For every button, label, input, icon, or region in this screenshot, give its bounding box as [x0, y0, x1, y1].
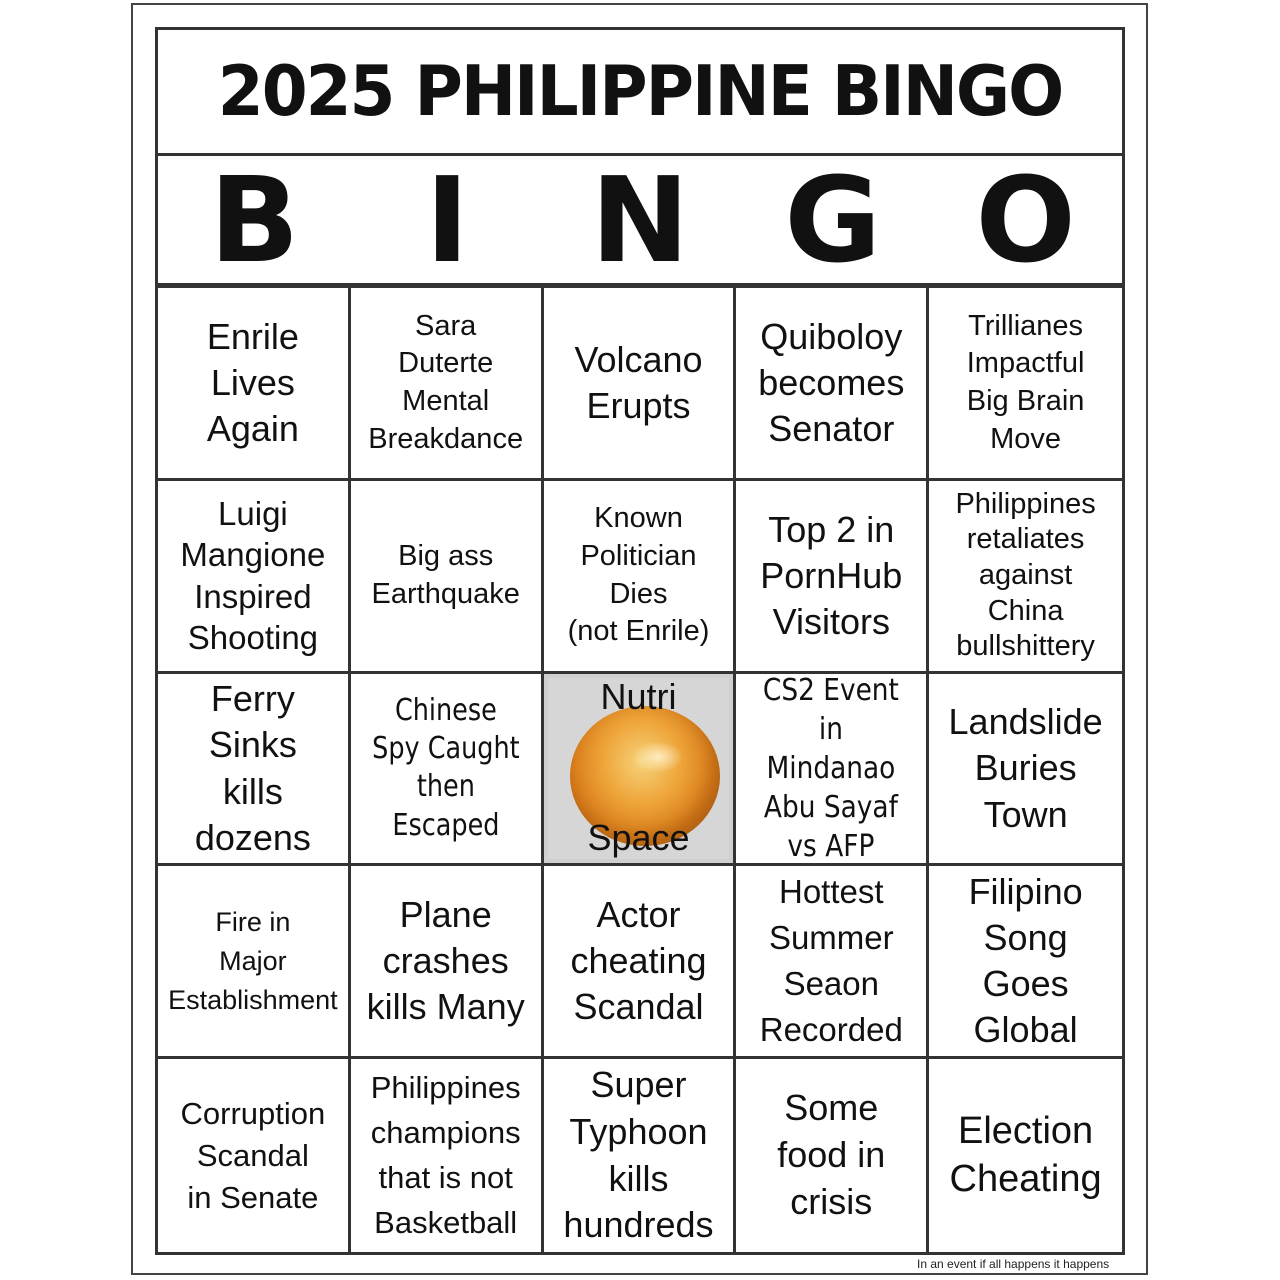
- cell-text: Chinese Spy Caught then Escaped: [371, 693, 520, 843]
- bingo-cell[interactable]: [929, 481, 1122, 674]
- cell-text: Enrile Lives Again: [206, 315, 299, 449]
- letter-i: I: [425, 150, 470, 289]
- bingo-cell[interactable]: [929, 288, 1122, 481]
- page-title: 2025 PHILIPPINE BINGO: [217, 51, 1063, 132]
- bingo-cell[interactable]: [351, 481, 544, 674]
- bingo-cell[interactable]: [736, 481, 929, 674]
- bingo-grid: [155, 285, 1125, 1255]
- cell-text: Hottest Summer Seaon Recorded: [759, 872, 903, 1049]
- cell-text: Landslide Buries Town: [948, 701, 1103, 835]
- bingo-cell[interactable]: [736, 1059, 929, 1252]
- letter-n: N: [590, 150, 690, 289]
- bingo-cell[interactable]: [158, 674, 351, 867]
- bingo-cell[interactable]: [351, 1059, 544, 1252]
- bingo-cell[interactable]: [158, 866, 351, 1059]
- cell-text: Some food in crisis: [777, 1087, 886, 1222]
- free-space-cell[interactable]: [544, 674, 737, 867]
- cell-text: Philippines champions that is not Basketball: [370, 1069, 521, 1240]
- title-box: [155, 27, 1125, 156]
- bingo-cell[interactable]: [929, 1059, 1122, 1252]
- cell-text: Sara Duterte Mental Breakdance: [368, 309, 524, 455]
- cell-text: Super Typhoon kills hundreds: [563, 1064, 714, 1246]
- letter-b: B: [209, 150, 300, 289]
- bingo-letters-row: [155, 150, 1125, 289]
- cell-text: Actor cheating Scandal: [570, 894, 707, 1028]
- free-space-bottom-label: Space: [587, 817, 690, 859]
- free-space-top-label: Nutri: [600, 675, 677, 717]
- bingo-cell[interactable]: [736, 288, 929, 481]
- bingo-cell[interactable]: [351, 674, 544, 867]
- cell-text: Luigi Mangione Inspired Shooting: [180, 495, 326, 656]
- cell-text: CS2 Event in Mindanao Abu Sayaf vs AFP: [763, 673, 900, 864]
- bingo-cell[interactable]: [158, 481, 351, 674]
- bingo-cell[interactable]: [158, 288, 351, 481]
- bingo-cell[interactable]: [544, 481, 737, 674]
- letter-o: O: [975, 150, 1076, 289]
- cell-text: Volcano Erupts: [574, 338, 703, 426]
- cell-text: Corruption Scandal in Senate: [180, 1095, 326, 1215]
- bingo-cell[interactable]: [544, 288, 737, 481]
- cell-text: Filipino Song Goes Global: [968, 871, 1083, 1051]
- bingo-cell[interactable]: [736, 674, 929, 867]
- bingo-cell[interactable]: [544, 866, 737, 1059]
- bingo-cell[interactable]: [158, 1059, 351, 1252]
- bingo-cell[interactable]: [351, 288, 544, 481]
- cell-text: Trillianes Impactful Big Brain Move: [966, 309, 1085, 455]
- cell-text: Known Politician Dies (not Enrile): [567, 502, 710, 648]
- bingo-cell[interactable]: [929, 866, 1122, 1059]
- cell-text: Top 2 in PornHub Visitors: [760, 508, 903, 642]
- bingo-cell[interactable]: [544, 1059, 737, 1252]
- cell-text: Quiboloy becomes Senator: [758, 315, 905, 449]
- cell-text: Big ass Earthquake: [371, 540, 520, 610]
- bingo-cell[interactable]: [351, 866, 544, 1059]
- cell-text: Plane crashes kills Many: [366, 894, 525, 1028]
- cell-text: Ferry Sinks kills dozens: [194, 678, 311, 858]
- bingo-cell[interactable]: [929, 674, 1122, 867]
- cell-text: Philippines retaliates against China bullshittery: [955, 487, 1096, 663]
- footnote: In an event if all happens it happens: [917, 1257, 1110, 1271]
- bingo-cell[interactable]: [736, 866, 929, 1059]
- cell-text: Election Cheating: [949, 1110, 1102, 1200]
- letter-g: G: [784, 150, 882, 289]
- cell-text: Fire in Major Establishment: [168, 906, 338, 1015]
